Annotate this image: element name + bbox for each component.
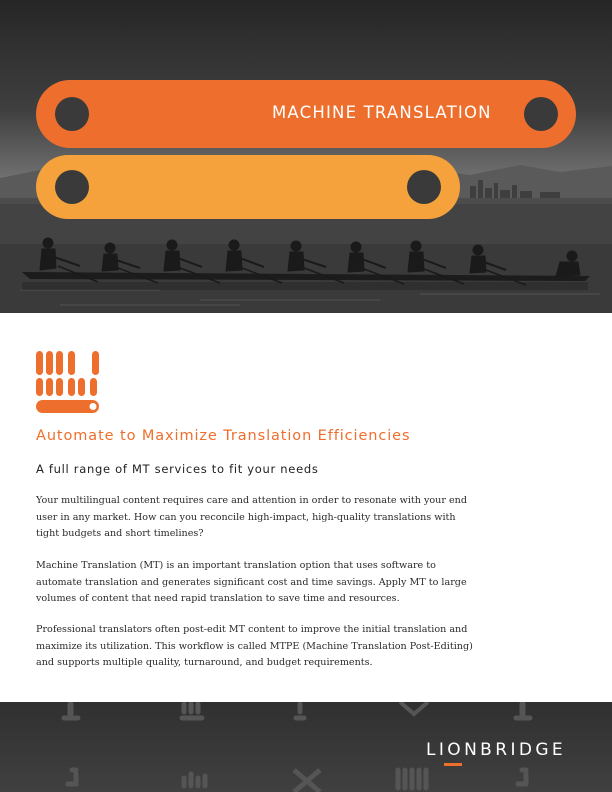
body-paragraph: Professional translators often post-edit MT content to improve the initial translation and maximize its utilization. This workflow is called MTPE (Machine Translation Post-Editing) and supports multiple quality, turnaround, and budget requirements. — [36, 624, 473, 668]
section-subheading: A full range of MT services to fit your needs — [36, 462, 319, 476]
body-paragraph: Machine Translation (MT) is an important translation option that uses software to automate translation and generates significant cost and time savings. Apply MT to large volumes of content that need rapid translation to save time and resources. — [36, 560, 467, 604]
body-paragraph: Your multilingual content requires care and attention in order to resonate with your end user in any market. How can you reconcile high-impact, high-quality translations with tight budgets and short timelines? — [36, 495, 467, 539]
logo-accent-bar — [444, 763, 462, 766]
pill-hole-icon — [55, 170, 89, 204]
section-headline: Automate to Maximize Translation Efficiencies — [36, 428, 411, 444]
footer-band — [0, 702, 612, 792]
pill-hole-icon — [524, 97, 558, 131]
lionbridge-logo: LIONBRIDGE — [426, 740, 567, 760]
pill-hole-icon — [55, 97, 89, 131]
hero-banner — [0, 0, 612, 313]
page-title: MACHINE TRANSLATION — [272, 103, 492, 122]
title-banner-pill — [36, 80, 576, 148]
pill-hole-icon — [407, 170, 441, 204]
secondary-banner-pill — [36, 155, 460, 219]
mt-logo-icon — [36, 351, 102, 415]
